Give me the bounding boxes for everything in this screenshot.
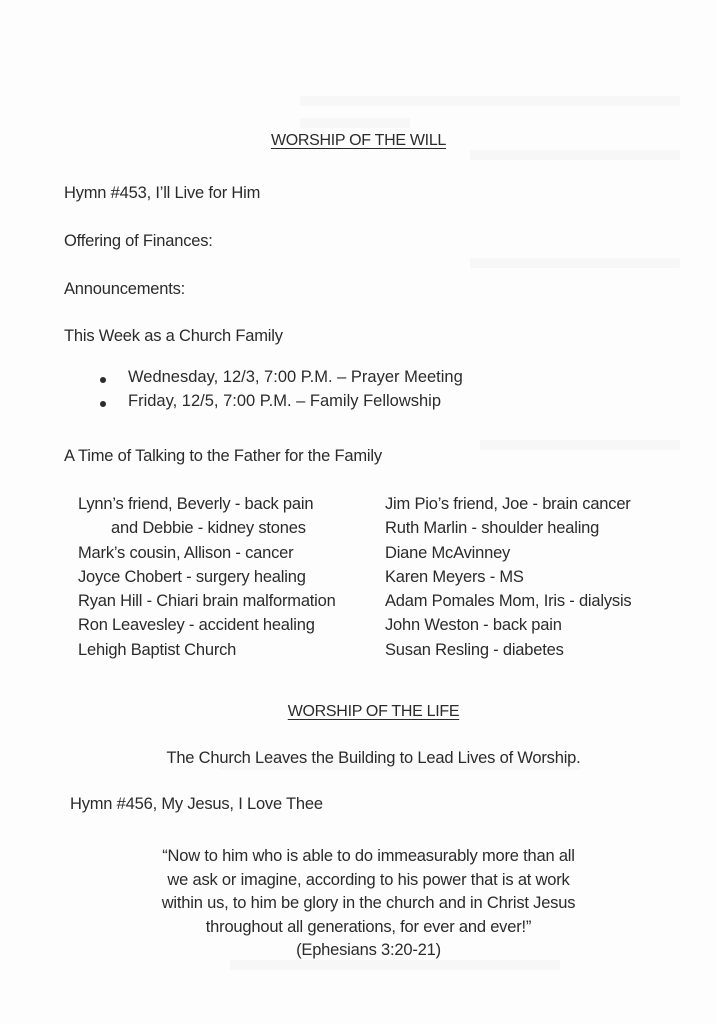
prayer-item: Karen Meyers - MS xyxy=(385,567,524,586)
quote-line: throughout all generations, for ever and ever!” xyxy=(205,917,532,936)
quote-line: within us, to him be glory in the church and in Christ Jesus xyxy=(161,894,576,912)
prayer-item: Diane McAvinney xyxy=(385,543,511,562)
bullet-icon xyxy=(100,377,106,383)
offering-of-finances: Offering of Finances: xyxy=(64,232,213,250)
hymn-453: Hymn #453, I’ll Live for Him xyxy=(64,184,261,202)
prayer-item: Lynn’s friend, Beverly - back pain xyxy=(78,495,314,513)
prayer-item: Ruth Marlin - shoulder healing xyxy=(385,519,600,538)
bleed-through xyxy=(300,96,680,106)
prayer-item: Mark’s cousin, Allison - cancer xyxy=(78,543,294,562)
scripture-reference: (Ephesians 3:20-21) xyxy=(296,941,441,959)
worship-life-subtitle: The Church Leaves the Building to Lead Lives of Worship. xyxy=(166,749,581,767)
section-heading-worship-will: WORSHIP OF THE WILL xyxy=(270,132,447,149)
prayer-list-left xyxy=(78,492,336,662)
prayer-item: Adam Pomales Mom, Iris - dialysis xyxy=(385,592,632,611)
prayer-item: Ryan Hill - Chiari brain malformation xyxy=(78,592,336,611)
bleed-through xyxy=(480,440,680,450)
bullet-icon xyxy=(100,401,106,407)
quote-line: “Now to him who is able to do immeasurably more than all xyxy=(162,847,575,865)
week-title: This Week as a Church Family xyxy=(64,327,283,345)
bleed-through xyxy=(470,258,680,268)
prayer-item: Jim Pio’s friend, Joe - brain cancer xyxy=(385,495,631,513)
bleed-through xyxy=(470,150,680,160)
quote-line: we ask or imagine, according to his power that is at work xyxy=(167,870,570,889)
prayer-item: and Debbie - kidney stones xyxy=(111,519,306,538)
bleed-through xyxy=(300,118,410,128)
prayer-title: A Time of Talking to the Father for the Family xyxy=(64,447,382,465)
prayer-item: Lehigh Baptist Church xyxy=(78,640,237,659)
scripture-quote xyxy=(0,845,717,963)
prayer-item: Ron Leavesley - accident healing xyxy=(78,616,315,635)
announcements-label: Announcements: xyxy=(64,280,186,298)
prayer-item: Susan Resling - diabetes xyxy=(385,640,564,659)
event-item: Wednesday, 12/3, 7:00 P.M. – Prayer Meeting xyxy=(128,368,463,386)
prayer-item: Joyce Chobert - surgery healing xyxy=(78,567,306,586)
section-heading-worship-life: WORSHIP OF THE LIFE xyxy=(287,703,460,720)
event-item: Friday, 12/5, 7:00 P.M. – Family Fellowship xyxy=(128,392,442,410)
prayer-item: John Weston - back pain xyxy=(385,616,562,635)
hymn-456: Hymn #456, My Jesus, I Love Thee xyxy=(70,795,323,813)
prayer-list-right xyxy=(385,492,631,662)
